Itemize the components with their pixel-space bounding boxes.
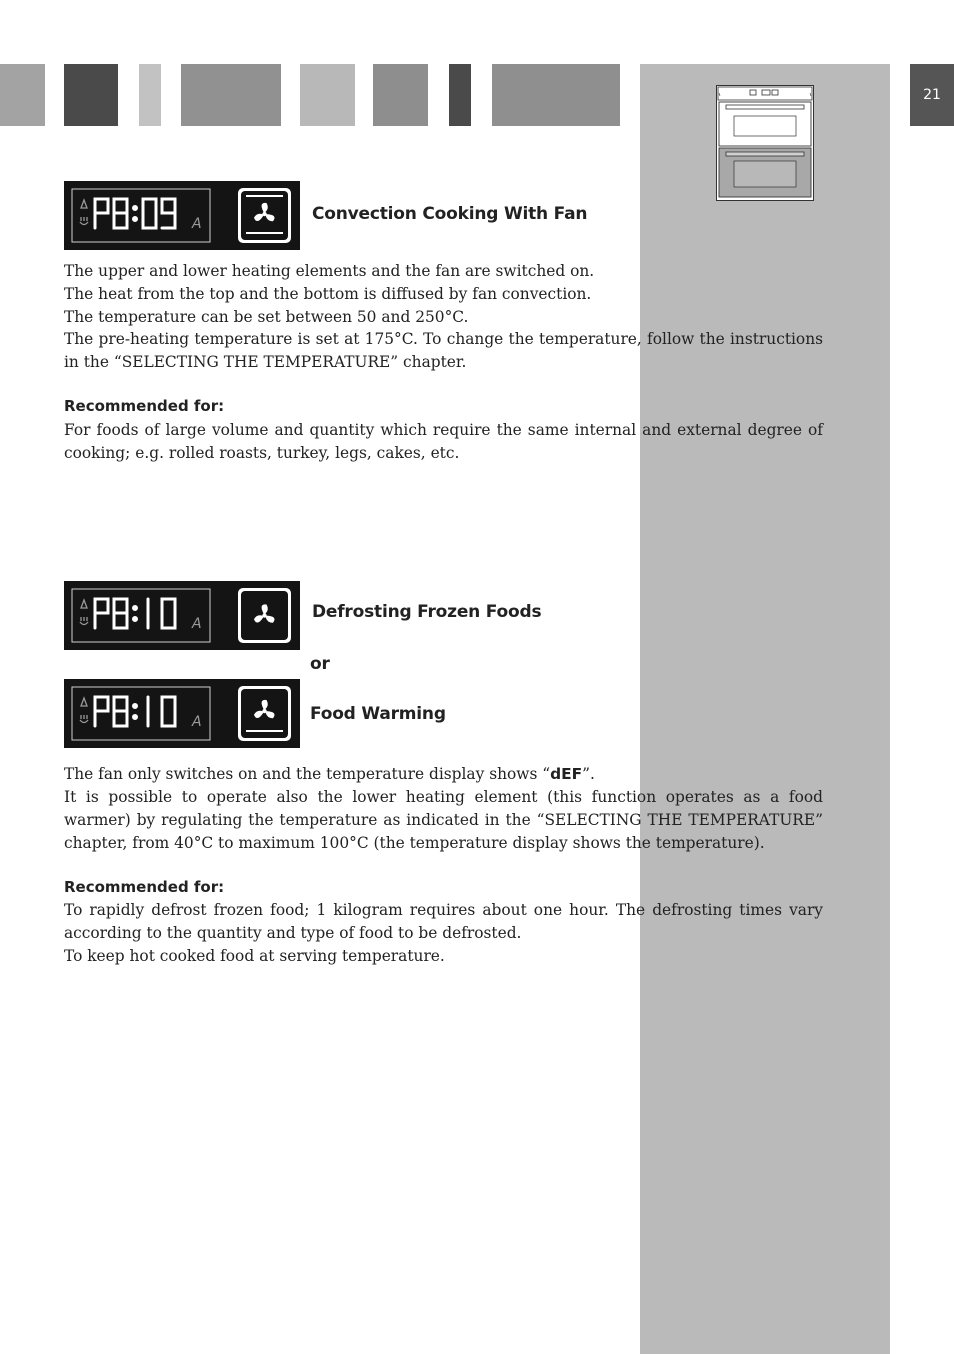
oven-display-defrost [64,581,300,650]
header-block-5 [300,64,355,126]
section-heading-defrost: Defrosting Frozen Foods [312,602,542,622]
header-block-8 [492,64,620,126]
convection-description: The upper and lower heating elements and the fan are switched on. The heat from the top and the bottom is diffused by fan convection. The temperature can be set between 50 and 250°C. [64,262,595,326]
svg-text:A: A [192,216,202,232]
header-block-6 [373,64,428,126]
section-heading-food-warming: Food Warming [310,704,446,724]
header-block-3 [139,64,161,126]
right-sidebar-band [640,64,890,1354]
header-block-2 [64,64,118,126]
def-code: dEF [550,765,583,783]
recommended-text-2b: To keep hot cooked food at serving temperature. [64,947,445,965]
convection-preheat-note: The pre-heating temperature is set at 175°C. To change the temperature, follow the instructions in the “SELECTING THE TEMPERATURE” chapter. [64,330,823,371]
recommended-text-2a: To rapidly defrost frozen food; 1 kilogram requires about one hour. The defrosting times vary according to the quantity and type of food to be defrosted. [64,901,823,942]
recommended-label-2: Recommended for: [64,878,225,896]
recommended-text-1: For foods of large volume and quantity which require the same internal and external degree of cooking; e.g. rolled roasts, turkey, legs, cakes, etc. [64,421,823,462]
section-heading-convection: Convection Cooking With Fan [312,204,588,224]
page-number: 21 [910,64,954,126]
defrost-intro-post: ”. [582,765,595,783]
header-block-1 [0,64,45,126]
defrost-description: It is possible to operate also the lower heating element (this function operates as a food warmer) by regulating the temperature as indicated in the “SELECTING THE TEMPERATURE” chapter, from 40°C to maximum 100°C (the temperature display shows the temperature). [64,788,823,852]
double-oven-icon [716,85,814,201]
recommended-label-1: Recommended for: [64,397,225,415]
defrost-intro [64,763,823,786]
defrost-intro-pre: The fan only switches on and the temperature display shows “ [64,765,551,783]
svg-text:A: A [192,714,202,730]
bottom-element-icon [246,730,283,732]
oven-display-convection-fan [64,181,300,250]
or-label: or [310,654,330,674]
header-block-7 [449,64,471,126]
oven-display-food-warming [64,679,300,748]
header-block-4 [181,64,281,126]
svg-text:A: A [192,616,202,632]
